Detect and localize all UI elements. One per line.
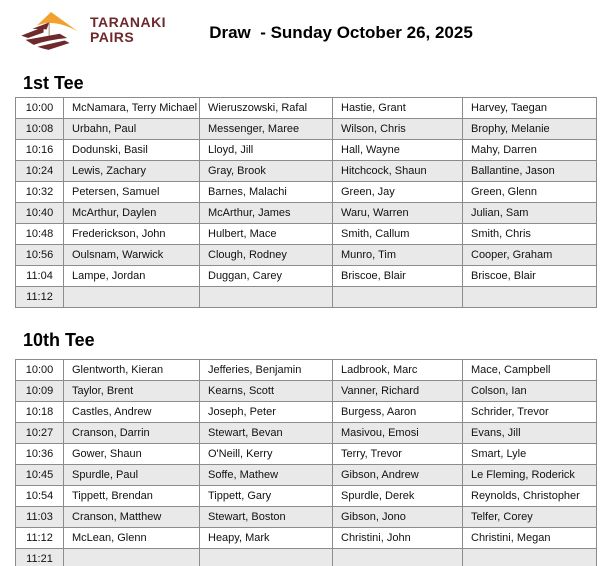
player-cell: Wieruszowski, Rafal	[200, 98, 333, 119]
player-cell: Lloyd, Jill	[200, 140, 333, 161]
table-row	[16, 161, 597, 182]
table-row	[16, 549, 597, 566]
player-cell: McNamara, Terry Michael	[64, 98, 200, 119]
table-row	[16, 119, 597, 140]
player-cell: Lampe, Jordan	[64, 266, 200, 287]
player-cell: Jefferies, Benjamin	[200, 360, 333, 381]
time-cell: 10:32	[16, 182, 64, 203]
time-cell: 10:45	[16, 465, 64, 486]
logo-wordmark-line2: PAIRS	[90, 29, 135, 45]
table-row	[16, 203, 597, 224]
player-cell: Wilson, Chris	[333, 119, 463, 140]
table-row	[16, 381, 597, 402]
table-row	[16, 360, 597, 381]
player-cell: Hulbert, Mace	[200, 224, 333, 245]
player-cell: Spurdle, Paul	[64, 465, 200, 486]
player-cell: Gibson, Andrew	[333, 465, 463, 486]
table-row	[16, 465, 597, 486]
player-cell: Christini, Megan	[463, 528, 597, 549]
time-cell: 10:24	[16, 161, 64, 182]
player-cell: Tippett, Brendan	[64, 486, 200, 507]
player-cell: Briscoe, Blair	[463, 266, 597, 287]
player-cell: Terry, Trevor	[333, 444, 463, 465]
player-cell	[64, 287, 200, 308]
time-cell: 10:18	[16, 402, 64, 423]
player-cell	[333, 287, 463, 308]
player-cell: Gray, Brook	[200, 161, 333, 182]
player-cell: Stewart, Boston	[200, 507, 333, 528]
time-cell: 10:27	[16, 423, 64, 444]
player-cell: Schrider, Trevor	[463, 402, 597, 423]
player-cell: McLean, Glenn	[64, 528, 200, 549]
time-cell: 11:12	[16, 528, 64, 549]
player-cell: Soffe, Mathew	[200, 465, 333, 486]
player-cell: Cranson, Matthew	[64, 507, 200, 528]
player-cell: Messenger, Maree	[200, 119, 333, 140]
player-cell	[333, 549, 463, 566]
logo-wordmark-line1: TARANAKI	[90, 14, 167, 31]
player-cell: Tippett, Gary	[200, 486, 333, 507]
player-cell: Harvey, Taegan	[463, 98, 597, 119]
player-cell: Telfer, Corey	[463, 507, 597, 528]
player-cell: Ballantine, Jason	[463, 161, 597, 182]
player-cell: Barnes, Malachi	[200, 182, 333, 203]
time-cell: 10:40	[16, 203, 64, 224]
player-cell: Green, Glenn	[463, 182, 597, 203]
table-row	[16, 444, 597, 465]
table-row	[16, 507, 597, 528]
player-cell: Heapy, Mark	[200, 528, 333, 549]
player-cell: Castles, Andrew	[64, 402, 200, 423]
table-row	[16, 98, 597, 119]
player-cell: Waru, Warren	[333, 203, 463, 224]
player-cell: Duggan, Carey	[200, 266, 333, 287]
player-cell: Colson, Ian	[463, 381, 597, 402]
player-cell: Hitchcock, Shaun	[333, 161, 463, 182]
player-cell: Smith, Chris	[463, 224, 597, 245]
table-row	[16, 140, 597, 161]
player-cell	[64, 549, 200, 566]
player-cell: Clough, Rodney	[200, 245, 333, 266]
player-cell: Gower, Shaun	[64, 444, 200, 465]
player-cell: Le Fleming, Roderick	[463, 465, 597, 486]
player-cell: Oulsnam, Warwick	[64, 245, 200, 266]
section-heading-1st-tee: 1st Tee	[23, 73, 84, 93]
page-title: Draw - Sunday October 26, 2025	[209, 23, 473, 42]
time-cell: 11:04	[16, 266, 64, 287]
time-cell: 10:08	[16, 119, 64, 140]
player-cell: Mahy, Darren	[463, 140, 597, 161]
player-cell: Petersen, Samuel	[64, 182, 200, 203]
player-cell: O'Neill, Kerry	[200, 444, 333, 465]
player-cell: Briscoe, Blair	[333, 266, 463, 287]
player-cell: Evans, Jill	[463, 423, 597, 444]
table-row	[16, 528, 597, 549]
player-cell: Smart, Lyle	[463, 444, 597, 465]
player-cell: Brophy, Melanie	[463, 119, 597, 140]
player-cell: McArthur, Daylen	[64, 203, 200, 224]
player-cell	[463, 549, 597, 566]
player-cell: Smith, Callum	[333, 224, 463, 245]
table-row	[16, 266, 597, 287]
time-cell: 10:09	[16, 381, 64, 402]
table-row	[16, 182, 597, 203]
table-row	[16, 224, 597, 245]
section-heading-10th-tee: 10th Tee	[23, 330, 95, 350]
player-cell: Taylor, Brent	[64, 381, 200, 402]
player-cell: Frederickson, John	[64, 224, 200, 245]
player-cell: Hall, Wayne	[333, 140, 463, 161]
tee-table-1st	[15, 97, 597, 308]
player-cell: Green, Jay	[333, 182, 463, 203]
player-cell: Ladbrook, Marc	[333, 360, 463, 381]
player-cell: Reynolds, Christopher	[463, 486, 597, 507]
table-row	[16, 486, 597, 507]
time-cell: 10:56	[16, 245, 64, 266]
player-cell: Munro, Tim	[333, 245, 463, 266]
time-cell: 10:00	[16, 98, 64, 119]
time-cell: 11:03	[16, 507, 64, 528]
player-cell: Hastie, Grant	[333, 98, 463, 119]
player-cell: Christini, John	[333, 528, 463, 549]
table-row	[16, 423, 597, 444]
player-cell: Gibson, Jono	[333, 507, 463, 528]
player-cell	[200, 549, 333, 566]
player-cell: Cooper, Graham	[463, 245, 597, 266]
player-cell: Burgess, Aaron	[333, 402, 463, 423]
player-cell: Joseph, Peter	[200, 402, 333, 423]
player-cell: Kearns, Scott	[200, 381, 333, 402]
player-cell: Vanner, Richard	[333, 381, 463, 402]
player-cell: McArthur, James	[200, 203, 333, 224]
player-cell: Spurdle, Derek	[333, 486, 463, 507]
player-cell: Cranson, Darrin	[64, 423, 200, 444]
player-cell: Glentworth, Kieran	[64, 360, 200, 381]
time-cell: 10:54	[16, 486, 64, 507]
table-row	[16, 287, 597, 308]
time-cell: 11:21	[16, 549, 64, 566]
time-cell: 10:36	[16, 444, 64, 465]
time-cell: 10:48	[16, 224, 64, 245]
table-row	[16, 402, 597, 423]
player-cell: Mace, Campbell	[463, 360, 597, 381]
player-cell: Stewart, Bevan	[200, 423, 333, 444]
player-cell	[463, 287, 597, 308]
player-cell: Julian, Sam	[463, 203, 597, 224]
time-cell: 11:12	[16, 287, 64, 308]
player-cell	[200, 287, 333, 308]
time-cell: 10:16	[16, 140, 64, 161]
time-cell: 10:00	[16, 360, 64, 381]
player-cell: Urbahn, Paul	[64, 119, 200, 140]
player-cell: Masivou, Emosi	[333, 423, 463, 444]
player-cell: Lewis, Zachary	[64, 161, 200, 182]
player-cell: Dodunski, Basil	[64, 140, 200, 161]
tee-table-10th	[15, 359, 597, 566]
table-row	[16, 245, 597, 266]
